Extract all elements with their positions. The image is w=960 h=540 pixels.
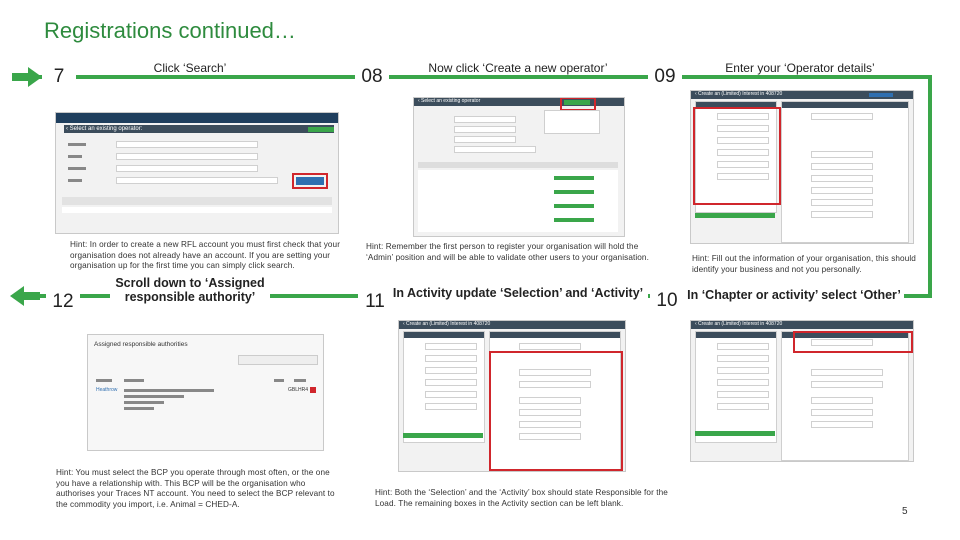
flow-arrow-right-icon bbox=[12, 66, 42, 88]
chapter-activity-highlight bbox=[793, 331, 913, 353]
step-number-12: 12 bbox=[46, 291, 80, 313]
screenshot-heading: Assigned responsible authorities bbox=[94, 341, 188, 348]
step-caption-12: Scroll down to ‘Assigned responsible authority’ bbox=[110, 276, 270, 304]
hint-step-7: Hint: In order to create a new RFL account you must first check that your organisation does not already have an account. If you are setting your organisation up for the first time you can simply click search. bbox=[70, 240, 341, 270]
hint-step-8: Hint: Remember the first person to register your organisation will hold the ‘Admin’ position and will be able to validate other users to your organisation. bbox=[366, 242, 649, 262]
step-number-8: 08 bbox=[355, 66, 389, 88]
screenshot-responsible-authorities bbox=[87, 334, 324, 451]
screenshot-heading: ‹ Select an existing operator: bbox=[64, 125, 334, 133]
activity-section-highlight bbox=[489, 351, 623, 471]
hint-step-11: Hint: Both the ‘Selection’ and the ‘Activity’ box should state Responsible for the Load. The remaining boxes in the Activity section can be left blank. bbox=[375, 488, 668, 508]
screenshot-operator-details bbox=[690, 90, 914, 244]
page-number: 5 bbox=[902, 506, 908, 517]
flow-arrow-left-icon bbox=[10, 285, 40, 307]
search-button-highlight bbox=[292, 173, 328, 189]
flow-line-right bbox=[928, 75, 932, 296]
screenshot-heading: ‹ Create an (Limited) Interest in 408720 bbox=[695, 91, 783, 97]
slide-title: Registrations continued… bbox=[44, 18, 296, 43]
hint-step-9: Hint: Fill out the information of your organisation, this should identify your business and not you personally. bbox=[692, 254, 916, 274]
flow-line-top bbox=[22, 75, 932, 79]
step-caption-10: In ‘Chapter or activity’ select ‘Other’ bbox=[684, 288, 904, 302]
step-number-7: 7 bbox=[42, 66, 76, 88]
step-caption-7: Click ‘Search’ bbox=[110, 62, 270, 75]
step-caption-8: Now click ‘Create a new operator’ bbox=[408, 62, 628, 75]
operator-details-highlight bbox=[693, 107, 781, 205]
hint-step-12: Hint: You must select the BCP you operate through most often, or the one you have a relationship with. This BCP will be the organisation who authorises your Traces NT account. You need to select the BCP relevant to the commodity you import, i.e. Animal = CHED-A. bbox=[56, 468, 335, 509]
screenshot-create-operator bbox=[413, 97, 625, 237]
create-new-operator-highlight bbox=[560, 97, 596, 111]
screenshot-chapter-activity bbox=[690, 320, 914, 462]
step-caption-9: Enter your ‘Operator details’ bbox=[700, 62, 900, 75]
step-number-10: 10 bbox=[650, 290, 684, 312]
screenshot-heading: ‹ Select an existing operator bbox=[418, 98, 481, 104]
screenshot-heading: ‹ Create an (Limited) Interest in 408720 bbox=[695, 321, 783, 327]
screenshot-search-operator bbox=[55, 112, 339, 234]
screenshot-activity-selection bbox=[398, 320, 626, 472]
authority-row-name: Heathrow bbox=[96, 387, 118, 393]
screenshot-heading: ‹ Create an (Limited) Interest in 408720 bbox=[403, 321, 491, 327]
authority-row-code: GBLHR4 bbox=[288, 387, 309, 393]
step-number-11: 11 bbox=[358, 291, 392, 313]
step-caption-11: In Activity update ‘Selection’ and ‘Activity’ bbox=[388, 286, 648, 300]
step-number-9: 09 bbox=[648, 66, 682, 88]
